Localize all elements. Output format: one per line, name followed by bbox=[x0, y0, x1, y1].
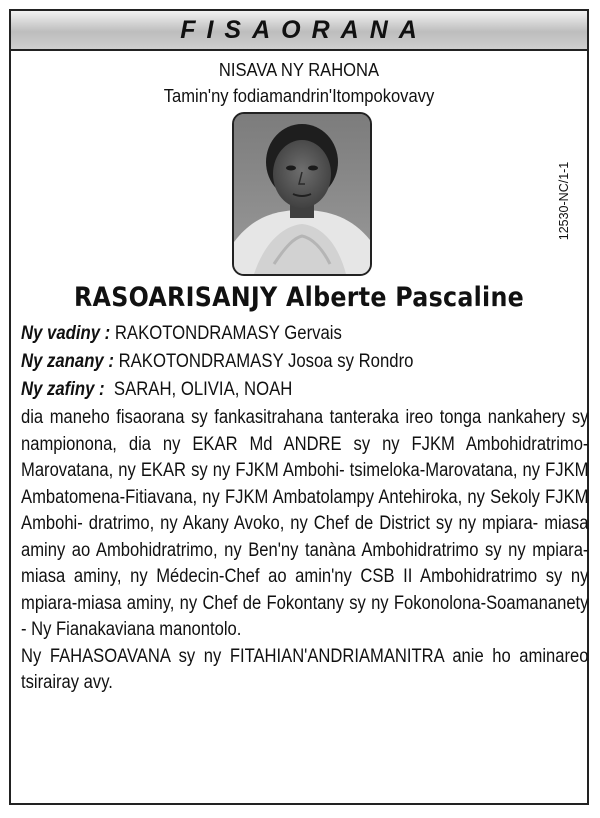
blessing-paragraph: Ny FAHASOAVANA sy ny FITAHIAN'ANDRIAMANITRA anie ho aminareo tsirairay avy. bbox=[21, 645, 589, 693]
notice-occasion: Tamin'ny fodiamandrin'Itompokovavy bbox=[163, 86, 435, 106]
portrait-image bbox=[234, 114, 370, 274]
relative-label: Ny zanany : bbox=[21, 351, 114, 372]
relative-line bbox=[21, 322, 342, 346]
relative-value: RAKOTONDRAMASY Josoa sy Rondro bbox=[118, 351, 414, 372]
reference-code: 12530-NC/1-1 bbox=[557, 161, 571, 241]
relative-value: SARAH, OLIVIA, NOAH bbox=[109, 379, 293, 400]
relative-label: Ny vadiny : bbox=[21, 323, 111, 344]
relative-line bbox=[21, 378, 292, 402]
portrait-photo bbox=[232, 112, 372, 276]
thanks-paragraph: dia maneho fisaorana sy fankasitrahana tanteraka ireo tonga nankahery sy nampionona, dia ny EKAR Md ANDRE sy ny FJKM Ambohidratrimo-Marovatana, ny EKAR sy ny FJKM Ambohi- tsimeloka-Marovatana, ny FJKM Ambatomena-Fitiavana, ny FJKM Ambatolampy Antehiroka, ny Sekoly FJKM Ambohi- dratrimo, ny Akany Avoko, ny Chef de District sy ny mpiara- miasa aminy ao Ambohidratrimo, ny Ben'ny tanàna Ambohidratrimo sy ny mpiara-miasa aminy, ny Médecin-Chef ao amin'ny CSB II Ambohidratrimo sy ny mpiara-miasa aminy, ny Chef de Fokontany sy ny Fokonolona-Soamananety - Ny Fianakaviana manontolo. bbox=[21, 407, 589, 640]
notice-subtitle: NISAVA NY RAHONA bbox=[218, 60, 380, 80]
notice-body bbox=[21, 405, 588, 697]
notice-title: FISAORANA bbox=[180, 15, 428, 44]
relative-label: Ny zafiny : bbox=[21, 379, 105, 400]
relative-value: RAKOTONDRAMASY Gervais bbox=[114, 323, 342, 344]
deceased-name: RASOARISANJY Alberte Pascaline bbox=[73, 282, 525, 313]
notice-frame bbox=[9, 9, 589, 805]
header-banner bbox=[11, 11, 587, 51]
relative-line bbox=[21, 350, 413, 374]
